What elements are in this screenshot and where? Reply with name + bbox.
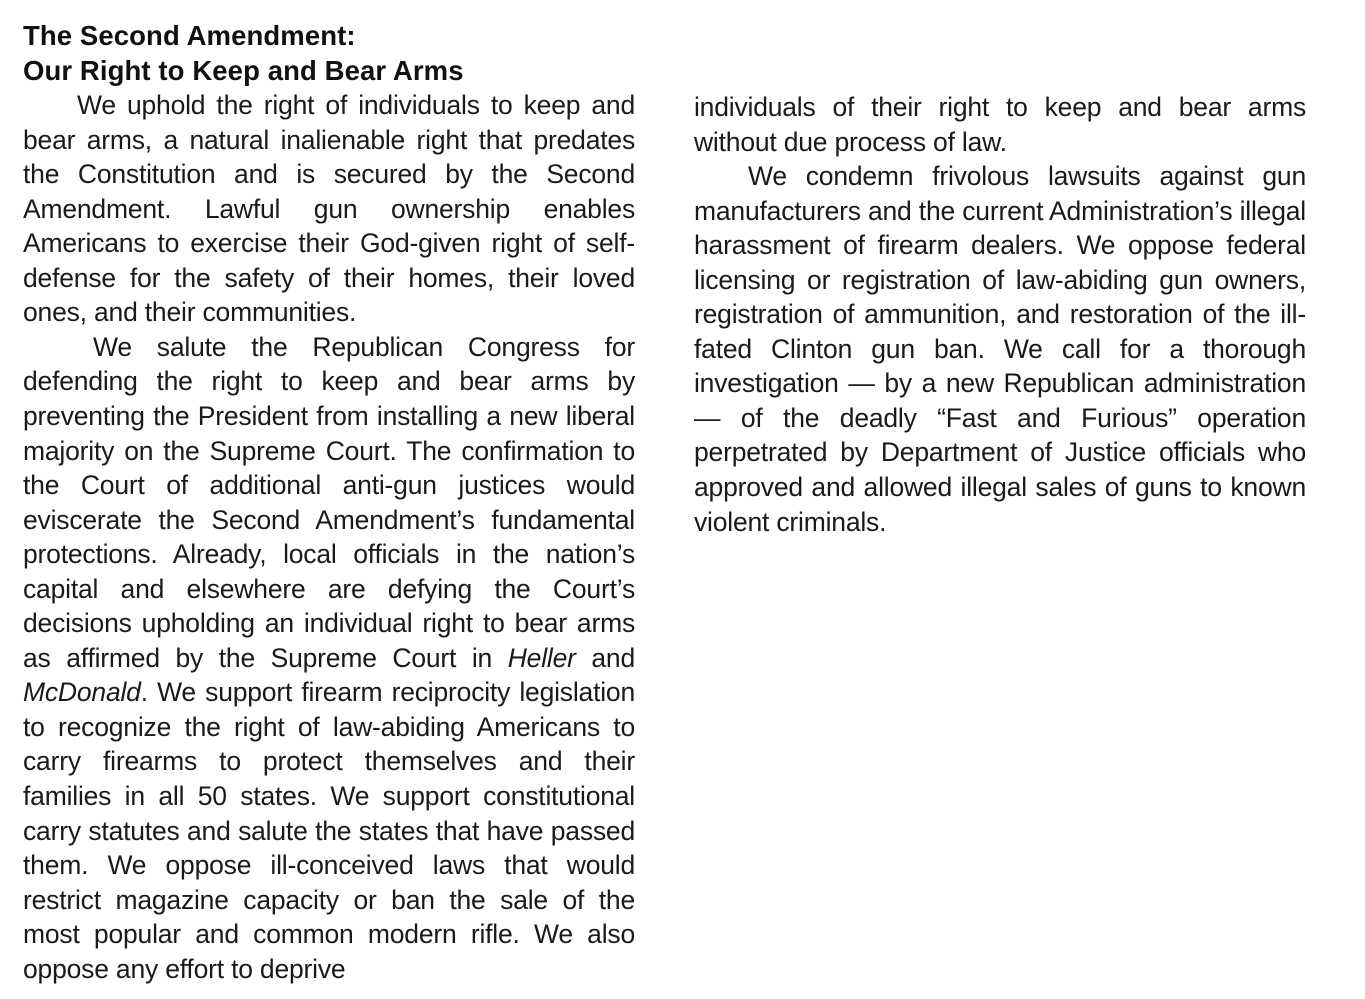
paragraph-text: and (575, 642, 635, 673)
right-column (694, 90, 1306, 539)
paragraph-right-to-bear-arms: We uphold the right of individuals to keep and bear arms, a natural inalienable right that predates the Constitution and is secured by the Second Amendment. Lawful gun ownership enables Americans to exercise their God-given right of self-defense for the safety of their homes, their loved ones, and their communities. (23, 90, 635, 328)
case-name-mcdonald: McDonald (23, 677, 141, 708)
heading-line-2: Our Right to Keep and Bear Arms (23, 54, 464, 86)
paragraph-text: We salute the Republican Congress for defending the right to keep and bear arms by preventing the President from installing a new liberal majority on the Supreme Court. The confirmation to the Court of additional anti-gun justices would eviscerate the Second Amendment’s fundamental protections. Already, local officials in the nation’s capital and elsewhere are defying the Court’s decisions upholding an individual right to bear arms as affirmed by the Supreme Court in (23, 331, 635, 673)
heading-line-1: The Second Amendment: (23, 20, 356, 51)
paragraph-continued: individuals of their right to keep and bear arms without due process of law. (694, 92, 1306, 157)
paragraph-frivolous-lawsuits: We condemn frivolous lawsuits against gun manufacturers and the current Administration’s illegal harassment of firearm dealers. We oppose federal licensing or registration of law-abiding gun owners, registration of ammunition, and restoration of the ill-fated Clinton gun ban. We call for a thorough investigation — by a new Republican administration — of the deadly “Fast and Furious” operation perpetrated by Department of Justice officials who approved and allowed illegal sales of guns to known violent criminals. (694, 161, 1306, 537)
paragraph-republican-congress (23, 330, 635, 986)
section-heading (23, 19, 635, 88)
case-name-heller: Heller (507, 642, 576, 673)
left-column (23, 19, 635, 986)
paragraph-text: . We support firearm reciprocity legislation to recognize the right of law-abiding Americans to carry firearms to protect themselves and their families in all 50 states. We support constitutional carry statutes and salute the states that have passed them. We oppose ill-conceived laws that would restrict magazine capacity or ban the sale of the most popular and common modern rifle. We also oppose any effort to deprive (23, 677, 635, 984)
